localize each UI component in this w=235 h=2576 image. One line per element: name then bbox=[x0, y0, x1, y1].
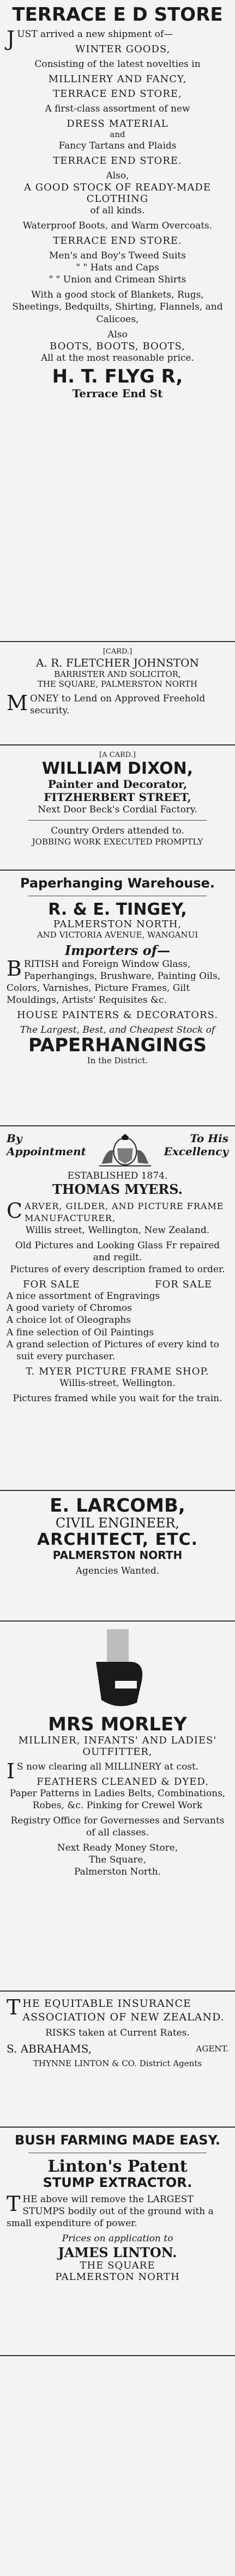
ad-title: MRS MORLEY bbox=[48, 1714, 187, 1735]
royal-arms-emblem bbox=[86, 1132, 164, 1170]
to-his-excellency: To His Excellency bbox=[164, 1132, 228, 1158]
country-text: Country Orders attended to. bbox=[51, 825, 184, 836]
store-heading: TERRACE END STORE. bbox=[53, 155, 182, 167]
agencies-text: Agencies Wanted. bbox=[75, 1566, 160, 1577]
royal-appointment-header bbox=[7, 1132, 228, 1170]
tingey-ad bbox=[0, 871, 235, 1126]
larcomb-ad bbox=[0, 1491, 235, 1622]
location-text: Next Ready Money Store, bbox=[57, 1842, 178, 1854]
old-pictures-text: Old Pictures and Looking Glass Fr repaired and regilt. bbox=[15, 1240, 220, 1264]
largest-text: The Largest, Best, and Cheapest Stock of bbox=[20, 1025, 215, 1036]
tartans-text: Fancy Tartans and Plaids bbox=[58, 140, 177, 151]
terrace-end-store-ad bbox=[0, 0, 235, 642]
sale-item: A choice lot of Oleographs bbox=[7, 1315, 131, 1326]
money-text-block bbox=[7, 693, 228, 717]
drop-cap: J bbox=[7, 26, 15, 51]
location-text: The Square, bbox=[89, 1854, 146, 1866]
district-agents-text: THYNNE LINTON & CO. District Agents bbox=[33, 2059, 202, 2069]
for-sale-row bbox=[7, 1279, 228, 1290]
contact-address: THE SQUARE bbox=[80, 2260, 155, 2272]
ad-title: HE EQUITABLE INSURANCE ASSOCIATION OF NEW ZEALAND. bbox=[22, 1998, 225, 2023]
divider bbox=[28, 820, 207, 821]
frames-text: Pictures of every description framed to order. bbox=[10, 1264, 225, 1275]
owner-place: Terrace End St bbox=[72, 386, 163, 400]
place: PALMERSTON NORTH bbox=[52, 1549, 183, 1562]
dress-heading: DRESS MATERIAL bbox=[67, 118, 168, 130]
trade: MILLINER, INFANTS' AND LADIES' OUTFITTER, bbox=[18, 1734, 217, 1758]
owner-name: H. T. FLYG R, bbox=[52, 365, 183, 387]
established-text: ESTABLISHED 1874. bbox=[67, 1170, 168, 1181]
drop-cap: I bbox=[7, 1759, 15, 1783]
agent-name: S. ABRAHAMS, bbox=[7, 2042, 92, 2056]
consisting-text: Consisting of the latest novelties in bbox=[34, 58, 201, 70]
location-text: Palmerston North. bbox=[74, 1866, 161, 1878]
drop-cap: M bbox=[7, 691, 28, 716]
prices-text: All at the most reasonable price. bbox=[40, 352, 195, 363]
drop-cap: C bbox=[7, 1198, 23, 1223]
trade: Painter and Decorator, bbox=[47, 777, 188, 791]
district-text: In the District. bbox=[87, 1056, 148, 1066]
linton-stump-extractor-ad bbox=[0, 2128, 235, 2356]
bush-farming-heading: BUSH FARMING MADE EASY. bbox=[14, 2133, 221, 2148]
equitable-insurance-ad bbox=[0, 1992, 235, 2128]
kinds-text: of all kinds. bbox=[90, 205, 145, 216]
ad-title: A. R. FLETCHER JOHNSTON bbox=[35, 656, 200, 669]
card-label: [A CARD.] bbox=[99, 751, 136, 759]
registry-text: Registry Office for Governesses and Servants of all classes. bbox=[10, 1815, 225, 1839]
profession: BARRISTER AND SOLICITOR, bbox=[54, 669, 181, 679]
carver-text-block bbox=[7, 1200, 228, 1224]
winter-goods: WINTER GOODS, bbox=[75, 43, 171, 55]
store-heading: TERRACE END STORE, bbox=[53, 88, 182, 100]
ad-title: Linton's Patent bbox=[47, 2156, 188, 2176]
boots-heading: BOOTS, BOOTS, BOOTS, bbox=[50, 340, 185, 352]
street: FITZHERBERT STREET, bbox=[44, 790, 191, 804]
jobbing-text: JOBBING WORK EXECUTED PROMPTLY bbox=[32, 836, 203, 847]
clothing-heading: A GOOD STOCK OF READY-MADE CLOTHING bbox=[24, 181, 211, 205]
by-appointment: By Appointment bbox=[7, 1132, 86, 1158]
patterns-text: Paper Patterns in Ladies Belts, Combinations, Robes, &c. Pinking for Crewel Work bbox=[9, 1788, 226, 1811]
ad-title: WILLIAM DIXON, bbox=[41, 759, 194, 778]
sale-item: A good variety of Chromos bbox=[7, 1303, 132, 1314]
carver-text: ARVER, GILDER, AND PICTURE FRAME MANUFACTURER, bbox=[25, 1200, 224, 1223]
shop-heading: T. MYER PICTURE FRAME SHOP. bbox=[26, 1365, 209, 1377]
description-text: HE above will remove the LARGEST STUMPS bodily out of the ground with a small expenditure of power. bbox=[7, 2194, 214, 2229]
goods-list: RITISH and Foreign Window Glass, Paperhangings, Brushware, Painting Oils, Colors, Varnishes, Picture Frames, Gilt Mouldings, Artists' Requisites &c. bbox=[7, 958, 221, 1006]
store-heading: TERRACE END STORE. bbox=[53, 235, 182, 247]
place: PALMERSTON NORTH, bbox=[53, 918, 182, 930]
description-block bbox=[7, 2193, 228, 2229]
drop-cap: B bbox=[7, 956, 22, 981]
location-text: Next Door Beck's Cordial Factory. bbox=[38, 804, 197, 815]
william-dixon-card bbox=[0, 745, 235, 871]
shirts-text: " " Union and Crimean Shirts bbox=[49, 274, 186, 286]
prices-text: Prices on application to bbox=[62, 2233, 173, 2245]
for-sale-label: FOR SALE bbox=[155, 1279, 212, 1291]
wait-text: Pictures framed while you wait for the train. bbox=[13, 1392, 222, 1404]
pointing-hand-icon bbox=[85, 1629, 150, 1711]
also-text: Also, bbox=[106, 170, 129, 181]
hats-text: " " Hats and Caps bbox=[76, 262, 159, 274]
drop-cap: T bbox=[7, 2192, 21, 2216]
importers-heading: Importers of— bbox=[64, 942, 171, 959]
assortment-text: A first-class assortment of new bbox=[45, 103, 190, 114]
product-name: STUMP EXTRACTOR. bbox=[43, 2174, 192, 2190]
contact-address: PALMERSTON NORTH bbox=[55, 2271, 180, 2283]
risks-text: RISKS taken at Current Rates. bbox=[45, 2027, 190, 2039]
ad-title: THOMAS MYERS. bbox=[52, 1181, 183, 1198]
millinery-heading: MILLINERY AND FANCY, bbox=[48, 73, 187, 85]
sale-item: A nice assortment of Engravings bbox=[7, 1291, 160, 1302]
sale-item: A fine selection of Oil Paintings bbox=[7, 1327, 154, 1338]
card-label: [CARD.] bbox=[103, 648, 132, 656]
drop-cap: T bbox=[7, 1995, 21, 2019]
agent-label: AGENT. bbox=[196, 2044, 228, 2054]
for-sale-label: FOR SALE bbox=[23, 1279, 80, 1291]
sale-item: A grand selection of Pictures of every kind to suit every purchaser. bbox=[7, 1339, 219, 1362]
goods-list-block bbox=[7, 958, 228, 1006]
and-text: and bbox=[110, 129, 125, 139]
thomas-myers-ad bbox=[0, 1126, 235, 1491]
mrs-morley-ad bbox=[0, 1622, 235, 1992]
ad-intro: J UST arrived a new shipment of— bbox=[7, 26, 173, 51]
feathers-heading: FEATHERS CLEANED & DYED. bbox=[37, 1776, 209, 1788]
ad-title: R. & E. TINGEY, bbox=[48, 899, 187, 919]
paperhangings-heading: PAPERHANGINGS bbox=[28, 1034, 207, 1057]
ad-title: TERRACE E D STORE bbox=[12, 4, 223, 26]
place-secondary: AND VICTORIA AVENUE, WANGANUI bbox=[37, 929, 198, 940]
tweed-text: Men's and Boy's Tweed Suits bbox=[49, 250, 186, 262]
money-text: ONEY to Lend on Approved Freehold security. bbox=[29, 693, 206, 717]
also-text: Also bbox=[107, 329, 128, 340]
fletcher-johnston-card bbox=[0, 642, 235, 745]
decorators-heading: HOUSE PAINTERS & DECORATORS. bbox=[16, 1009, 219, 1021]
equitable-text-block bbox=[7, 1997, 228, 2024]
address: THE SQUARE, PALMERSTON NORTH bbox=[37, 679, 198, 689]
ad-title: E. LARCOMB, bbox=[50, 1495, 185, 1517]
ad-heading: Paperhanging Warehouse. bbox=[20, 876, 215, 891]
contact-name: JAMES LINTON. bbox=[58, 2244, 177, 2260]
address: Willis street, Wellington, New Zealand. bbox=[25, 1224, 210, 1236]
agent-row bbox=[7, 2042, 228, 2055]
clearance-text: S now clearing all MILLINERY at cost. bbox=[17, 1761, 199, 1772]
architect-heading: ARCHITECT, ETC. bbox=[37, 1530, 198, 1550]
shop-address: Willis-street, Wellington. bbox=[59, 1377, 176, 1389]
trade: CIVIL ENGINEER, bbox=[55, 1515, 180, 1531]
blankets-text: With a good stock of Blankets, Rugs, Sheetings, Bedquilts, Shirting, Flannels, and Calicoes, bbox=[12, 289, 223, 325]
boots-text: Waterproof Boots, and Warm Overcoats. bbox=[22, 220, 213, 231]
